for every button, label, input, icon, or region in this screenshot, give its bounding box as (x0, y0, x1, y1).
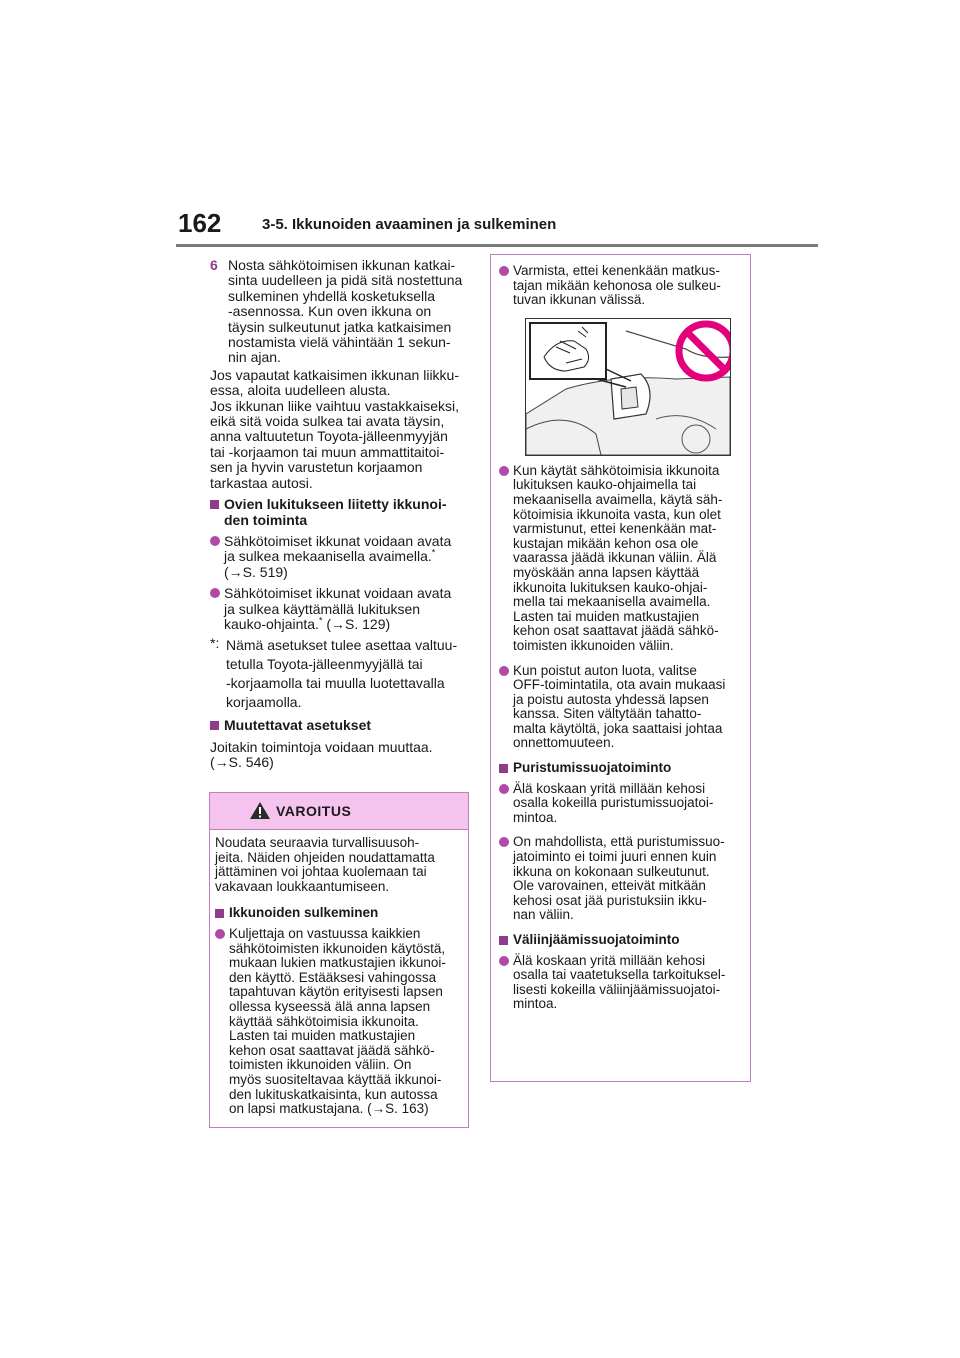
bullet-remote-control (210, 586, 472, 632)
warning-body (210, 830, 468, 1117)
car-window-illustration-icon (526, 319, 730, 455)
text-line: kustajan mikään kehon osa ole (513, 535, 699, 551)
text-line: myöskään anna lapsen käyttää (513, 564, 700, 580)
text-line: varmistunut, ettei kenenkään mat- (513, 521, 717, 537)
text-line: eikä sitä voida sulkea tai avata täysin, (210, 413, 445, 430)
text-line: nostamista vielä vähintään 1 sekun- (228, 334, 451, 351)
heading-door-lock (210, 497, 472, 528)
bullet-no-test-catch (499, 954, 742, 1012)
text-line: -asennossa. Kun oven ikkuna on (228, 303, 432, 320)
text-line: onnettomuuteen. (513, 735, 615, 751)
text-line: toimisten ikkunoiden väliin. (513, 637, 674, 653)
square-bullet-icon (210, 500, 219, 509)
text-line: sen ja hyvin varustetun korjaamon (210, 459, 423, 476)
section-title: 3-5. Ikkunoiden avaaminen ja sulkeminen (262, 216, 557, 233)
heading-catch-protection (499, 933, 742, 948)
text-line: den käyttö. Estääksesi vahingossa (229, 969, 437, 985)
text-line: nin ajan. (228, 349, 281, 366)
bullet-no-test-jam (499, 782, 742, 826)
page-reference: (→S. 546) (210, 754, 274, 771)
text-line: osalla tai vaatetuksella tarkoituksel- (513, 967, 726, 983)
text-line: Kun käytät sähkötoimisia ikkunoita (513, 462, 720, 478)
bullet-remote-use (499, 464, 742, 654)
footnote (210, 636, 472, 712)
text-line: Älä koskaan yritä millään kehosi (513, 952, 706, 968)
text-line: nan väliin. (513, 907, 574, 923)
text-line: käyttää sähkötoimisia ikkunoita. (229, 1013, 419, 1029)
bullet-jam-may-fail (499, 835, 742, 923)
text-line (224, 549, 451, 564)
text-line: täysin sulkeutunut jatka katkaisimen (228, 318, 452, 335)
heading-line: Ikkunoiden sulkeminen (229, 905, 379, 921)
paragraph-release (210, 368, 472, 399)
bullet-dot-icon (210, 536, 220, 546)
bullet-leaving-car (499, 664, 742, 752)
page-number: 162 (178, 208, 222, 238)
warning-box (209, 792, 469, 1128)
text-line: sähkötoimisten ikkunoiden käytöstä, (229, 940, 446, 956)
footnote-star: *: (210, 635, 220, 652)
text-line: tetulla Toyota-jälleenmyyjällä tai (226, 656, 423, 673)
text-line: mekaanisella avaimella, käytä säh- (513, 491, 723, 507)
paragraph-reverse (210, 399, 472, 491)
text-line: kehon osat saattavat jäädä sähkö- (513, 623, 719, 639)
heading-line: Väliinjäämissuojatoiminto (513, 932, 680, 947)
text-line: OFF-toimintatila, ota avain mukaasi (513, 677, 726, 693)
text-line: Jos vapautat katkaisimen ikkunan liikku- (210, 366, 460, 383)
text-line: anna valtuutetun Toyota-jälleenmyyjän (210, 428, 448, 445)
step-text (228, 258, 462, 366)
text-line: Lasten tai muiden matkustajien (229, 1028, 416, 1044)
text-line: tarkastaa autosi. (210, 474, 313, 491)
text-line: tajan mikään kehonosa ole sulkeu- (513, 277, 721, 293)
bullet-dot-icon (499, 956, 509, 966)
warning-continued-body (491, 255, 750, 1012)
text-line: On mahdollista, että puristumissuo- (513, 834, 725, 850)
text-line: Kun poistut auton luota, valitse (513, 662, 697, 678)
bullet-dot-icon (499, 784, 509, 794)
bullet-dot-icon (499, 466, 509, 476)
text-line: mukaan lukien matkustajien ikkunoi- (229, 955, 446, 971)
text-line: Noudata seuraavia turvallisuusoh- (215, 835, 420, 850)
heading-line: Puristumissuojatoiminto (513, 760, 672, 776)
square-bullet-icon (499, 764, 508, 773)
text-line: tapahtuvan käytön erityisesti lapsen (229, 984, 443, 1000)
bullet-dot-icon (210, 588, 220, 598)
text-line: ja sulkea käyttämällä lukituksen (224, 600, 421, 617)
heading-line: Ovien lukitukseen liitetty ikkunoi- (224, 496, 447, 513)
text-line: Nämä asetukset tulee asettaa valtuu- (226, 637, 458, 654)
heading-customizable (210, 718, 472, 733)
text-line: myös suositeltavaa käyttää ikkunoi- (229, 1071, 442, 1087)
text-line: -korjaamolla tai muulla luotettavalla (226, 675, 445, 692)
warning-title: VAROITUS (276, 803, 352, 819)
warning-triangle-icon (249, 801, 271, 820)
text-line: Lasten tai muiden matkustajien (513, 608, 700, 624)
text-line: mella tai mekaanisella avaimella. (513, 594, 711, 610)
text-line: sulkeminen yhdellä kosketuksella (228, 287, 435, 304)
text-line: kanssa. Siten vältytään tahatto- (513, 706, 702, 722)
text-line: essa, aloita uudelleen alusta. (210, 382, 391, 399)
heading-line: den toiminta (224, 511, 308, 528)
warning-box-continued (490, 254, 751, 1082)
square-bullet-icon (499, 936, 508, 945)
text-line: malta käytöltä, joka saattaisi johtaa (513, 720, 723, 736)
text-line: korjaamolla. (226, 694, 302, 711)
text-span: ja sulkea mekaanisella avaimella. (224, 548, 432, 565)
warning-intro (215, 836, 463, 894)
heading-closing-windows (215, 906, 463, 921)
header-rule (176, 244, 818, 247)
text-line: Varmista, ettei kenenkään matkus- (513, 263, 720, 278)
text-line: vakavaan loukkaantumiseen. (215, 878, 390, 894)
text-line: kehosi osat jää puristuksiin ikku- (513, 892, 707, 908)
warning-header (210, 793, 468, 830)
text-line: sinta uudelleen ja pidä sitä nostettuna (228, 272, 463, 289)
text-line: mintoa. (513, 809, 558, 825)
text-line: jatoiminto ei toimi juuri ennen kuin (513, 849, 717, 865)
paragraph-customize (210, 740, 472, 771)
bullet-dot-icon (499, 266, 509, 276)
text-line: osalla kokeilla puristumissuojatoi- (513, 795, 714, 811)
text-line: ikkunoita lukituksen kauko-ohjai- (513, 579, 708, 595)
square-bullet-icon (215, 909, 224, 918)
heading-line: Muutettavat asetukset (224, 717, 372, 734)
text-line: kötoimisia ikkunoita vasta, kun olet (513, 506, 721, 522)
text-line: den lukituskatkaisinta, kun autossa (229, 1086, 438, 1102)
text-line: ikkuna on kokonaan sulkeutunut. (513, 863, 710, 879)
text-line: tai -korjaamon tai muun ammattitaitoi- (210, 443, 445, 460)
footnote-mark: * (431, 547, 436, 558)
text-line: Sähkötoimiset ikkunat voidaan avata (224, 585, 452, 602)
text-line: on lapsi matkustajana. (→S. 163) (229, 1101, 429, 1117)
text-line: kehon osat saattavat jäädä sähkö- (229, 1042, 435, 1058)
bullet-dot-icon (499, 837, 509, 847)
page-reference: (→S. 519) (224, 563, 288, 580)
left-column (210, 258, 472, 771)
text-line: Joitakin toimintoja voidaan muuttaa. (210, 738, 433, 755)
text-line: Kuljettaja on vastuussa kaikkien (229, 925, 421, 941)
text-line: Jos ikkunan liike vaihtuu vastakkaiseksi, (210, 397, 460, 414)
heading-jam-protection (499, 761, 742, 776)
text-line: Sähkötoimiset ikkunat voidaan avata (224, 532, 452, 549)
text-line: ollessa kyseessä älä anna lapsen (229, 998, 431, 1014)
text-line: jeita. Näiden ohjeiden noudattamatta (215, 849, 435, 865)
window-pinch-illustration (525, 318, 731, 456)
text-line: lisesti kokeilla väliinjäämissuojatoi- (513, 981, 721, 997)
square-bullet-icon (210, 721, 219, 730)
text-line: lukituksen kauko-ohjaimella tai (513, 477, 697, 493)
bullet-dot-icon (215, 929, 225, 939)
text-line: vaarassa jäädä ikkunan väliin. Älä (513, 550, 717, 566)
step-number: 6 (210, 257, 218, 273)
text-line: jättäminen voi johtaa kuolemaan tai (215, 864, 427, 880)
text-line: toimisten ikkunoiden väliin. On (229, 1057, 412, 1073)
bullet-check-passengers (499, 264, 742, 308)
step-6 (210, 258, 472, 366)
text-line: Nosta sähkötoimisen ikkunan katkai- (228, 257, 456, 273)
text-line: ja poistu autosta yhdessä lapsen (513, 691, 709, 707)
footnote-mark: * (318, 615, 323, 626)
bullet-mechanical-key (210, 534, 472, 580)
bullet-driver-responsibility (215, 927, 463, 1117)
bullet-dot-icon (499, 666, 509, 676)
text-span: kauko-ohjainta. (224, 615, 319, 632)
text-line (224, 617, 451, 632)
page-reference: (→S. 129) (322, 615, 391, 632)
text-line: Ole varovainen, etteivät mitkään (513, 878, 706, 894)
text-line: Älä koskaan yritä millään kehosi (513, 780, 706, 796)
text-line: mintoa. (513, 996, 558, 1012)
text-line: tuvan ikkunan välissä. (513, 292, 646, 308)
